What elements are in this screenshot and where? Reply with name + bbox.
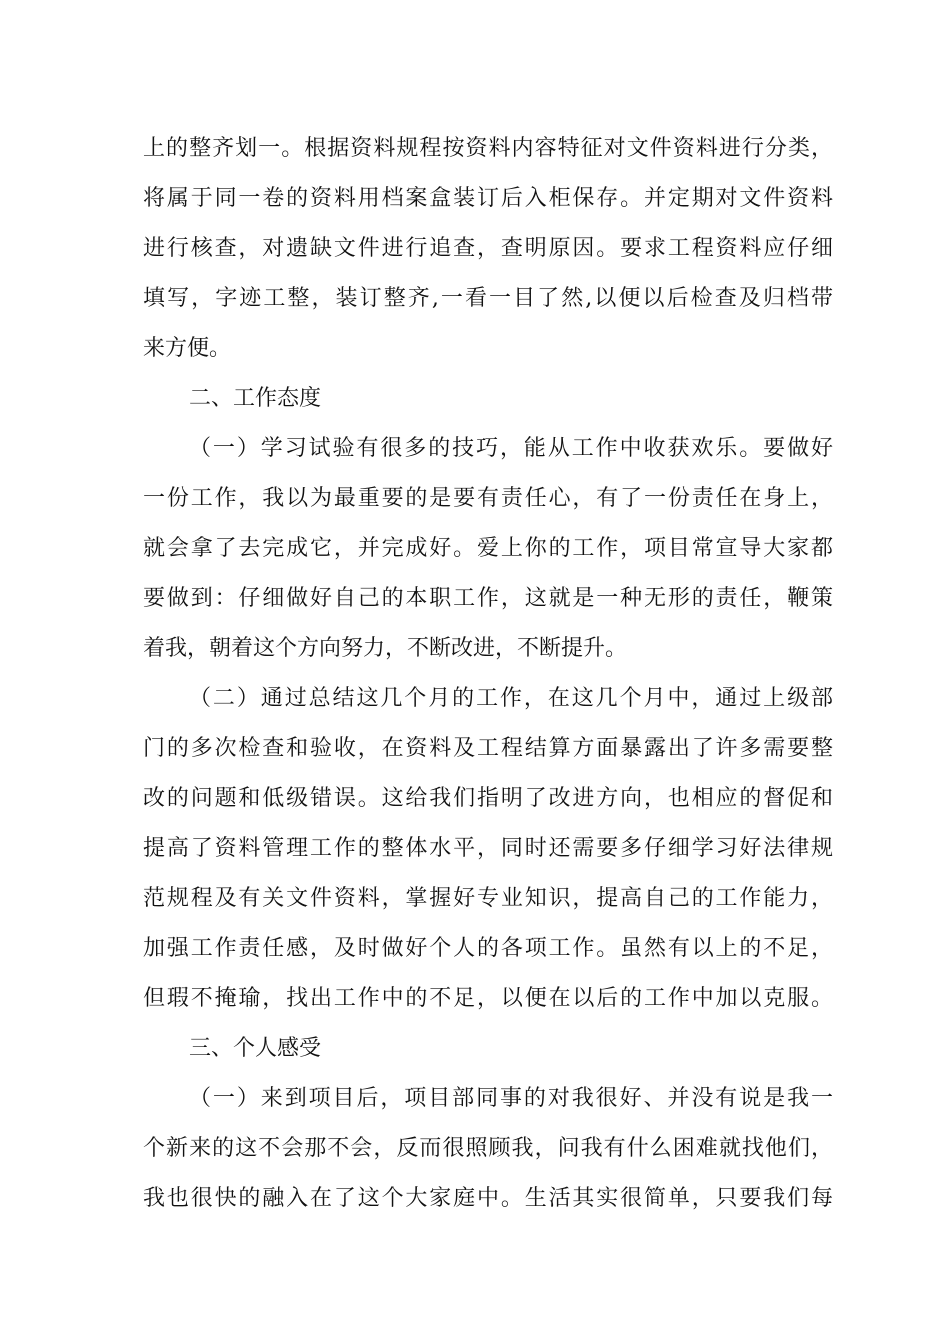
paragraph-first-line: （二）通过总结这几个月的工作，在这几个月中，通过上级部	[189, 686, 833, 711]
text-line: 来方便。	[143, 336, 232, 361]
text-line: 但瑕不掩瑜，找出工作中的不足，以便在以后的工作中加以克服。	[143, 986, 833, 1011]
text-line: 个新来的这不会那不会，反而很照顾我，问我有什么困难就找他们，	[143, 1136, 833, 1161]
text-line: 就会拿了去完成它，并完成好。爱上你的工作，项目常宣导大家都	[143, 536, 833, 561]
text-line: 提高了资料管理工作的整体水平，同时还需要多仔细学习好法律规	[143, 836, 833, 861]
section-heading: 三、个人感受	[189, 1036, 322, 1061]
text-line: 门的多次检查和验收，在资料及工程结算方面暴露出了许多需要整	[143, 736, 833, 761]
text-line: 要做到：仔细做好自己的本职工作，这就是一种无形的责任，鞭策	[143, 586, 833, 611]
document-body	[143, 124, 833, 1224]
text-line: 我也很快的融入在了这个大家庭中。生活其实很简单，只要我们每	[143, 1186, 833, 1211]
text-line: 将属于同一卷的资料用档案盒装订后入柜保存。并定期对文件资料	[143, 186, 833, 211]
text-line: 上的整齐划一。根据资料规程按资料内容特征对文件资料进行分类，	[143, 136, 833, 161]
paragraph-first-line: （一）来到项目后，项目部同事的对我很好、并没有说是我一	[189, 1086, 833, 1111]
text-line: 加强工作责任感，及时做好个人的各项工作。虽然有以上的不足，	[143, 936, 833, 961]
section-heading: 二、工作态度	[189, 386, 322, 411]
text-line: 改的问题和低级错误。这给我们指明了改进方向，也相应的督促和	[143, 786, 833, 811]
paragraph-first-line: （一）学习试验有很多的技巧，能从工作中收获欢乐。要做好	[189, 436, 833, 461]
text-line: 范规程及有关文件资料，掌握好专业知识，提高自己的工作能力，	[143, 886, 833, 911]
text-line: 进行核查，对遗缺文件进行追查，查明原因。要求工程资料应仔细	[143, 236, 833, 261]
text-line: 一份工作，我以为最重要的是要有责任心，有了一份责任在身上，	[143, 486, 833, 511]
text-line: 填写，字迹工整，装订整齐,一看一目了然,以便以后检查及归档带	[143, 286, 833, 311]
text-line: 着我，朝着这个方向努力，不断改进，不断提升。	[143, 636, 628, 661]
